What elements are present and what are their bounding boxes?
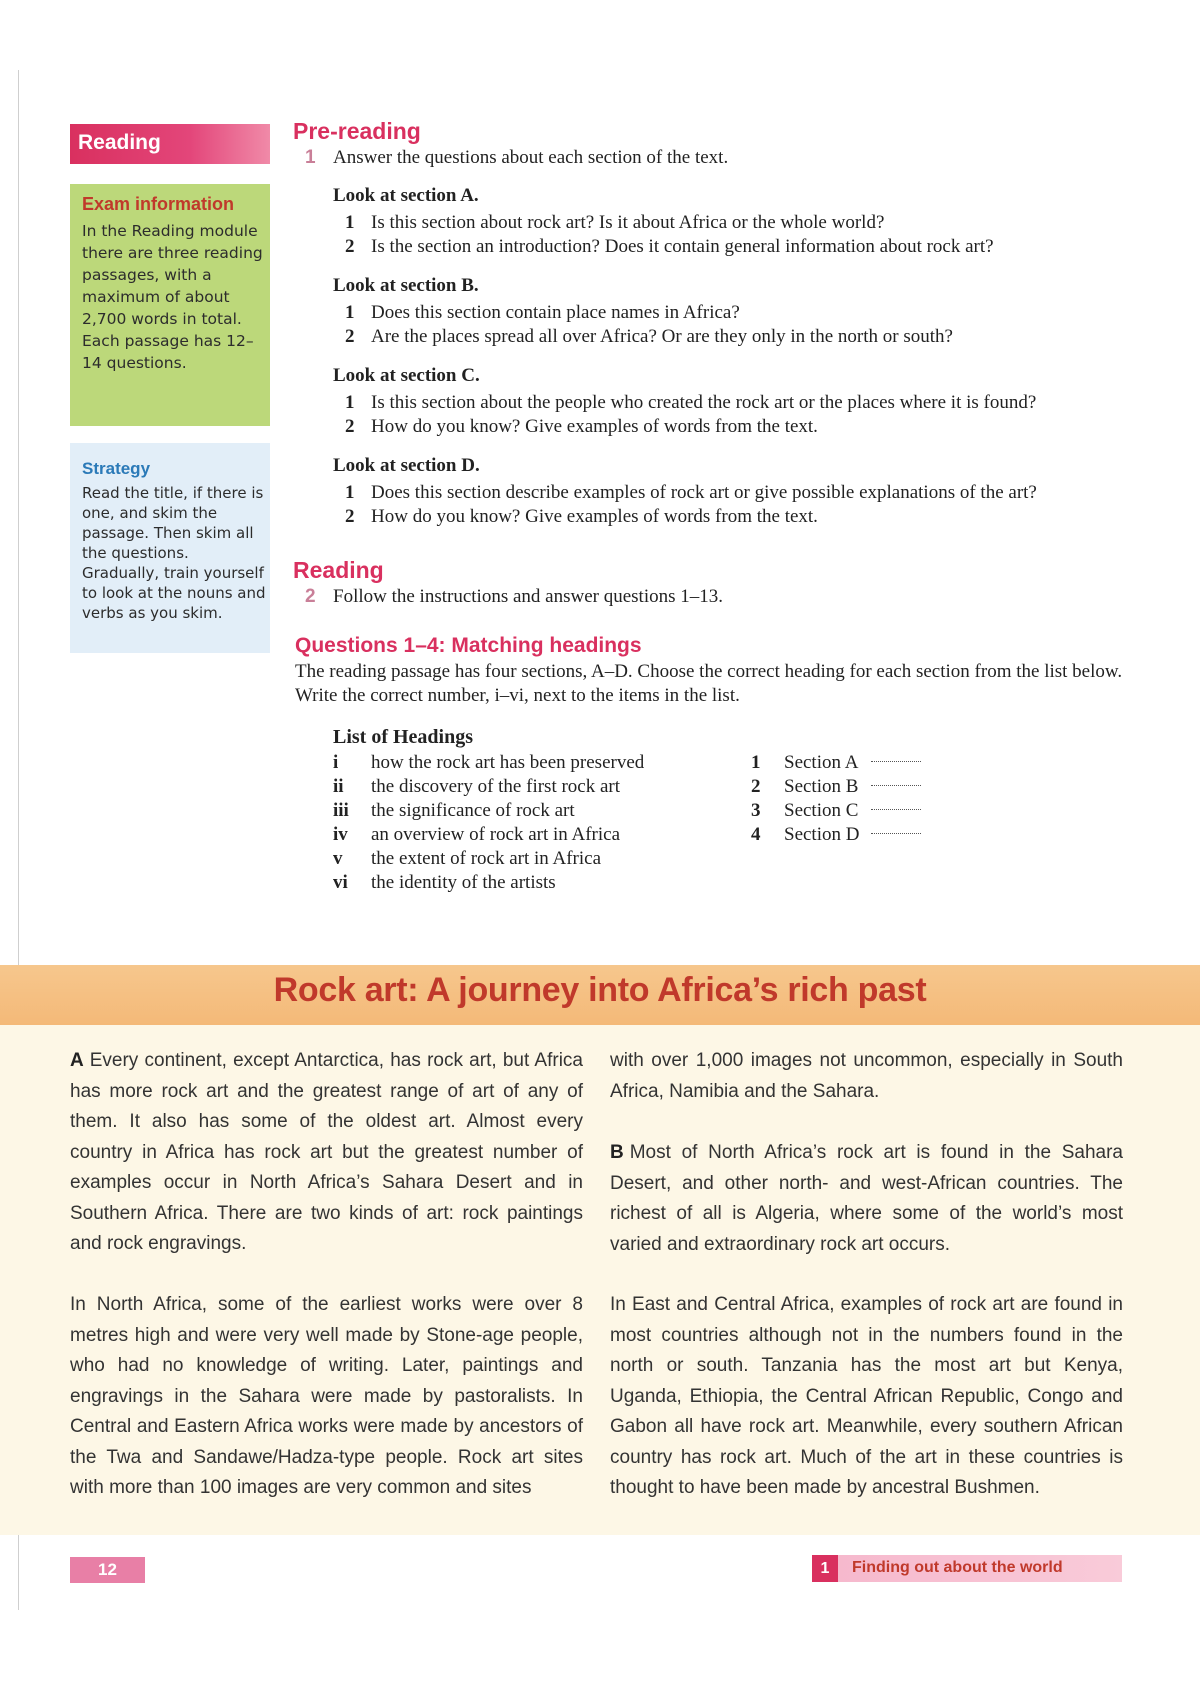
- answer-blank[interactable]: [871, 833, 921, 834]
- list-of-headings-title: List of Headings: [333, 726, 474, 748]
- section-label: Section B: [784, 776, 859, 797]
- question-item: 2 How do you know? Give examples of words from the text.: [345, 506, 818, 527]
- page-number-tab: [70, 1557, 145, 1583]
- matching-headings-instructions: The reading passage has four sections, A–D. Choose the correct heading for each section from the list below. Write the correct number, i–vi, next to the items in the list.: [295, 661, 1123, 706]
- question-text: Does this section contain place names in Africa?: [371, 302, 740, 323]
- exercise-number: 1: [305, 147, 316, 168]
- heading-text: the significance of rock art: [371, 800, 575, 821]
- question-item: 2 Is the section an introduction? Does it contain general information about rock art?: [345, 236, 994, 257]
- section-d-questions: [333, 481, 1123, 529]
- heading-text: the extent of rock art in Africa: [371, 848, 602, 869]
- answer-blank[interactable]: [871, 809, 921, 810]
- article-paragraph: In East and Central Africa, examples of rock art are found in most countries although not in the numbers found in the north or south. Tanzania has the most art but Kenya, Uganda, Ethiopia, the Central African Republic, Congo and Gabon all have rock art. Meanwhile, every southern African country has rock art. Much of the art in these countries is thought to have been made by ancestral Bushmen.: [610, 1294, 1123, 1498]
- question-text: Is the section an introduction? Does it contain general information about rock art?: [371, 236, 994, 257]
- heading-text: the discovery of the first rock art: [371, 776, 621, 797]
- question-text: Does this section describe examples of rock art or give possible explanations of the art?: [371, 482, 1037, 503]
- section-b-label: Look at section B.: [333, 275, 479, 296]
- question-item: 1 Is this section about rock art? Is it about Africa or the whole world?: [345, 212, 885, 233]
- section-c-label: Look at section C.: [333, 365, 480, 386]
- section-label: Section C: [784, 800, 859, 821]
- article-column-right-middle: [610, 1138, 1123, 1260]
- question-item: 1 Is this section about the people who created the rock art or the places where it is found?: [345, 392, 1037, 413]
- paragraph-text: Every continent, except Antarctica, has rock art, but Africa has more rock art and the greatest range of art of any of them. It also has some of the oldest art. Almost every country in Africa has rock art but the greatest number of examples occur in North Africa’s Sahara Desert and in Southern Africa. There are two kinds of art: rock paintings and rock engravings.: [70, 1050, 583, 1254]
- question-item: 1 Does this section describe examples of rock art or give possible explanations of the art?: [345, 482, 1037, 503]
- article-paragraph: [610, 1138, 1123, 1260]
- section-c-questions: [333, 391, 1123, 439]
- heading-numeral: v: [333, 848, 343, 869]
- reading-tab: [70, 124, 270, 164]
- section-number: 3: [751, 800, 761, 821]
- section-a-marker: A: [70, 1050, 84, 1071]
- heading-numeral: iii: [333, 800, 349, 821]
- exam-information-box: [70, 184, 270, 426]
- heading-numeral: i: [333, 752, 339, 773]
- main-column: [293, 118, 1123, 896]
- reading-instruction: [305, 586, 1123, 608]
- heading-text: the identity of the artists: [371, 872, 556, 893]
- article-column-left-bottom: [70, 1290, 583, 1504]
- article-column-right-bottom: [610, 1290, 1123, 1504]
- article-title-band: [0, 965, 1200, 1025]
- exam-information-title: Exam information: [82, 194, 235, 214]
- question-text: Is this section about the people who created the rock art or the places where it is found?: [371, 392, 1037, 413]
- strategy-text: Read the title, if there is one, and skim the passage. Then skim all the questions. Gradually, train yourself to look at the nouns and verbs as you skim.: [82, 484, 266, 622]
- question-item: 2 Are the places spread all over Africa? Or are they only in the north or south?: [345, 326, 953, 347]
- instruction-text: Follow the instructions and answer questions 1–13.: [333, 586, 723, 607]
- prereading-title: Pre-reading: [293, 118, 421, 144]
- article-paragraph: In North Africa, some of the earliest works were over 8 metres high and were very well made by Stone-age people, who had no knowledge of writing. Later, paintings and engravings in the Sahara were made by pastoralists. In Central and Eastern Africa works were made by ancestors of the Twa and Sandawe/Hadza-type people. Rock art sites with more than 100 images are very common and sites: [70, 1294, 583, 1498]
- prereading-instruction: [305, 147, 1123, 169]
- matching-headings-title: Questions 1–4: Matching headings: [295, 634, 642, 657]
- article-column-left-top: [70, 1046, 583, 1260]
- article-paragraph: [70, 1046, 583, 1260]
- article-paragraph: with over 1,000 images not uncommon, especially in South Africa, Namibia and the Sahara.: [610, 1050, 1123, 1102]
- chapter-title: Finding out about the world: [852, 1559, 1063, 1576]
- section-number: 4: [751, 824, 761, 845]
- section-label: Section D: [784, 824, 860, 845]
- section-d-label: Look at section D.: [333, 455, 480, 476]
- section-b-marker: B: [610, 1142, 624, 1163]
- article-title: Rock art: A journey into Africa’s rich past: [273, 971, 927, 1009]
- chapter-tab: [812, 1555, 1122, 1582]
- question-text: Are the places spread all over Africa? Or are they only in the north or south?: [371, 326, 953, 347]
- answer-blank[interactable]: [871, 761, 921, 762]
- section-label: Section A: [784, 752, 859, 773]
- instruction-text: Answer the questions about each section of the text.: [333, 147, 729, 168]
- question-text: Is this section about rock art? Is it about Africa or the whole world?: [371, 212, 885, 233]
- heading-numeral: iv: [333, 824, 348, 845]
- question-item: 2 How do you know? Give examples of words from the text.: [345, 416, 818, 437]
- strategy-title: Strategy: [82, 459, 151, 478]
- heading-text: an overview of rock art in Africa: [371, 824, 621, 845]
- reading-tab-label: Reading: [78, 131, 161, 154]
- strategy-box: [70, 443, 270, 653]
- section-a-questions: [333, 211, 1123, 259]
- headings-area: [293, 726, 1123, 896]
- paragraph-text: Most of North Africa’s rock art is found in the Sahara Desert, and other north- and west-African countries. The richest of all is Algeria, where some of the world’s most varied and extraordinary rock art occurs.: [610, 1142, 1123, 1255]
- reading-title: Reading: [293, 557, 384, 583]
- answer-blank[interactable]: [871, 785, 921, 786]
- section-number: 2: [751, 776, 761, 797]
- heading-text: how the rock art has been preserved: [371, 752, 645, 773]
- chapter-number: 1: [812, 1555, 838, 1582]
- article-column-right-top: [610, 1046, 1123, 1107]
- exam-information-text: In the Reading module there are three reading passages, with a maximum of about 2,700 words in total. Each passage has 12–14 questions.: [82, 222, 263, 372]
- question-item: 1 Does this section contain place names in Africa?: [345, 302, 740, 323]
- exercise-number: 2: [305, 586, 316, 607]
- heading-numeral: ii: [333, 776, 344, 797]
- heading-numeral: vi: [333, 872, 348, 893]
- section-b-questions: [333, 301, 1123, 349]
- question-text: How do you know? Give examples of words from the text.: [371, 506, 818, 527]
- page-number: 12: [98, 1560, 117, 1579]
- question-text: How do you know? Give examples of words from the text.: [371, 416, 818, 437]
- section-number: 1: [751, 752, 761, 773]
- section-a-label: Look at section A.: [333, 185, 479, 206]
